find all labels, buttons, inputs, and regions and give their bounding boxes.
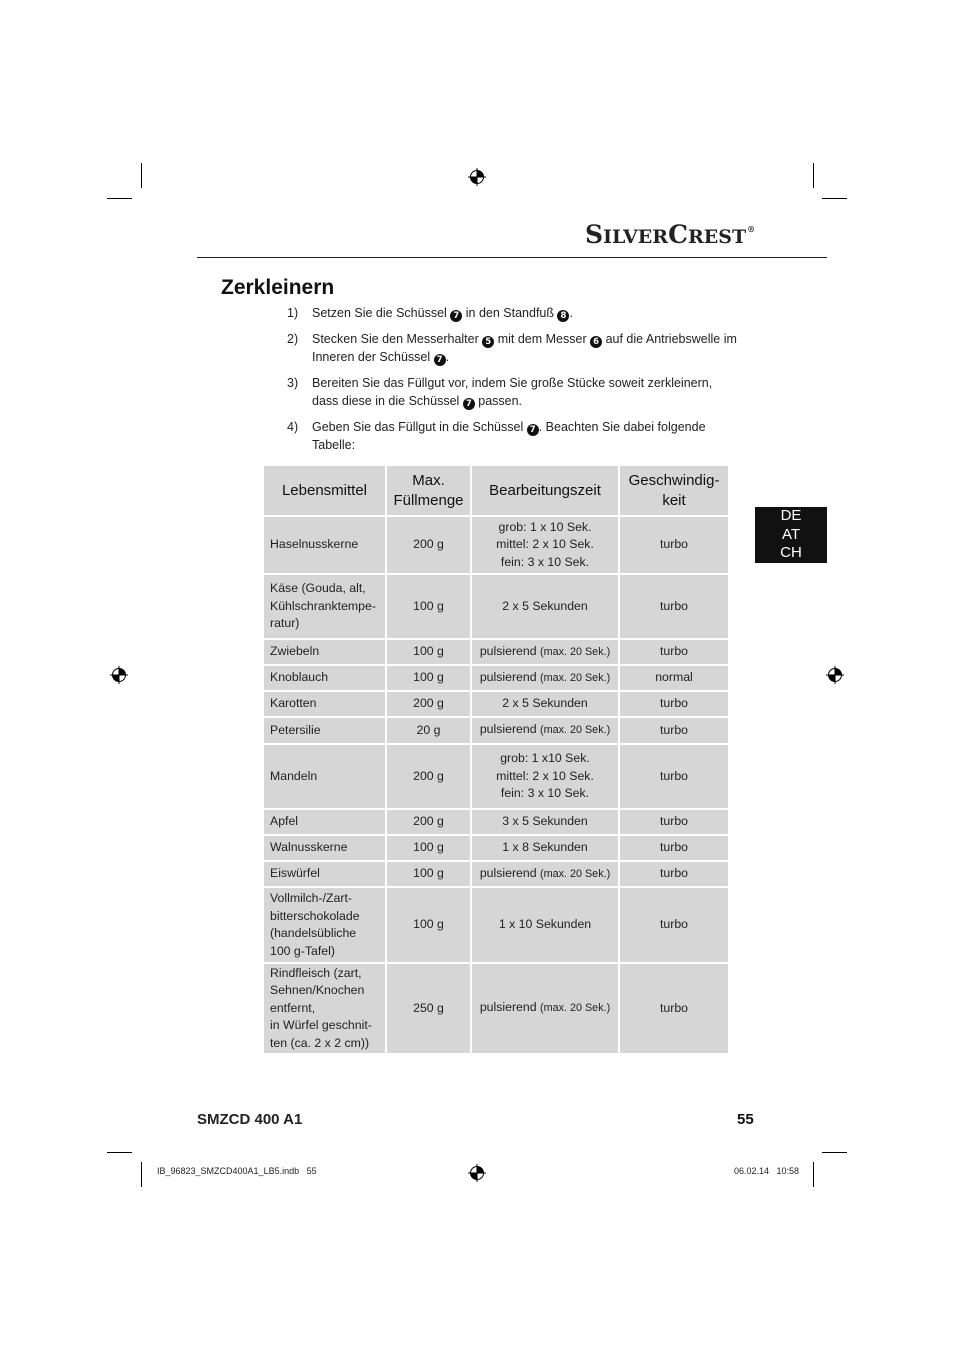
part-number-badge: 7 [434, 354, 446, 366]
time-cell: grob: 1 x 10 Sek. mittel: 2 x 10 Sek. fein: 3 x 10 Sek. [471, 516, 619, 574]
step-number: 1) [287, 306, 299, 320]
food-cell: Zwiebeln [263, 639, 386, 665]
table-row [263, 887, 729, 963]
table-row [263, 574, 729, 639]
speed-cell: turbo [619, 887, 729, 963]
crop-mark [141, 163, 142, 188]
print-slug-datetime: 06.02.14 10:58 [734, 1166, 800, 1176]
table-row [263, 691, 729, 717]
speed-cell: normal [619, 665, 729, 691]
table-row [263, 963, 729, 1054]
model-number: SMZCD 400 A1 [197, 1111, 303, 1128]
speed-cell: turbo [619, 809, 729, 835]
time-note: (max. 20 Sek.) [539, 724, 611, 737]
step-text: Setzen Sie die Schüssel [312, 306, 451, 320]
food-cell: Apfel [263, 809, 386, 835]
amount-cell: 100 g [386, 665, 471, 691]
amount-cell: 100 g [386, 835, 471, 861]
food-cell: Eiswürfel [263, 861, 386, 887]
time-cell: pulsierend (max. 20 Sek.) [471, 861, 619, 887]
speed-cell: turbo [619, 574, 729, 639]
time-cell: 3 x 5 Sekunden [471, 809, 619, 835]
time-cell: 2 x 5 Sekunden [471, 691, 619, 717]
speed-cell: turbo [619, 963, 729, 1054]
time-cell: 1 x 8 Sekunden [471, 835, 619, 861]
print-slug-file: IB_96823_SMZCD400A1_LB5.indb 55 [157, 1166, 317, 1176]
food-cell: Mandeln [263, 744, 386, 809]
part-number-badge: 6 [590, 336, 602, 348]
column-header: Lebensmittel [263, 465, 386, 516]
amount-cell: 100 g [386, 639, 471, 665]
speed-cell: turbo [619, 744, 729, 809]
step-text: Geben Sie das Füllgut in die Schüssel [312, 419, 527, 434]
step-text: auf die Antriebswelle im Inneren der Schüssel [312, 331, 737, 364]
step-number: 4) [287, 419, 299, 434]
column-header: Geschwindig- keit [619, 465, 729, 516]
food-cell: Rindfleisch (zart, Sehnen/Knochen entfernt, in Würfel geschnit- ten (ca. 2 x 2 cm)) [263, 963, 386, 1054]
step-text: passen. [474, 394, 523, 408]
crop-mark [813, 163, 814, 188]
language-code: CH [780, 544, 802, 561]
table-header-row [263, 465, 729, 516]
food-cell: Vollmilch-/Zart- bitterschokolade (handelsübliche 100 g-Tafel) [263, 887, 386, 963]
instruction-step [287, 330, 737, 367]
amount-cell: 200 g [386, 516, 471, 574]
page-number: 55 [737, 1111, 754, 1128]
step-text: . [445, 350, 450, 364]
page-title: Zerkleinern [221, 276, 335, 299]
table-row [263, 516, 729, 574]
brand-logo: SILVERCREST® [585, 220, 756, 249]
time-cell: pulsierend (max. 20 Sek.) [471, 639, 619, 665]
amount-cell: 200 g [386, 744, 471, 809]
table-row [263, 809, 729, 835]
column-header: Max. Füllmenge [386, 465, 471, 516]
amount-cell: 200 g [386, 809, 471, 835]
time-cell: pulsierend (max. 20 Sek.) [471, 717, 619, 744]
crop-mark [141, 1162, 142, 1187]
time-cell: 1 x 10 Sekunden [471, 887, 619, 963]
food-cell: Walnusskerne [263, 835, 386, 861]
header-rule [197, 257, 827, 258]
table-row [263, 717, 729, 744]
time-note: (max. 20 Sek.) [539, 671, 611, 684]
amount-cell: 250 g [386, 963, 471, 1054]
food-cell: Petersilie [263, 717, 386, 744]
registration-mark-icon [468, 1164, 486, 1182]
step-text: Stecken Sie den Messerhalter [312, 331, 483, 346]
instruction-step [287, 304, 737, 323]
time-note: (max. 20 Sek.) [539, 867, 611, 880]
language-code: DE [780, 507, 802, 524]
step-number: 2) [287, 331, 299, 346]
crop-mark [822, 1152, 847, 1153]
registration-mark-icon [468, 168, 486, 186]
food-cell: Haselnusskerne [263, 516, 386, 574]
time-cell: grob: 1 x10 Sek. mittel: 2 x 10 Sek. fein: 3 x 10 Sek. [471, 744, 619, 809]
table-row [263, 861, 729, 887]
table-row [263, 639, 729, 665]
table-row [263, 744, 729, 809]
food-cell: Knoblauch [263, 665, 386, 691]
time-cell: 2 x 5 Sekunden [471, 574, 619, 639]
crop-mark [107, 1152, 132, 1153]
food-cell: Käse (Gouda, alt, Kühlschranktempe- ratur) [263, 574, 386, 639]
step-text: . [569, 306, 573, 320]
speed-cell: turbo [619, 835, 729, 861]
amount-cell: 100 g [386, 887, 471, 963]
step-text: in den Standfuß [462, 306, 558, 320]
speed-cell: turbo [619, 717, 729, 744]
column-header: Bearbeitungszeit [471, 465, 619, 516]
speed-cell: turbo [619, 861, 729, 887]
instruction-list [287, 304, 737, 462]
language-code: AT [781, 525, 801, 543]
step-text: Bereiten Sie das Füllgut vor, indem Sie große Stücke soweit zerkleinern, dass diese in die Schüssel [312, 375, 713, 408]
registration-mark-icon [110, 666, 128, 684]
food-cell: Karotten [263, 691, 386, 717]
table-row [263, 835, 729, 861]
part-number-badge: 7 [450, 310, 462, 322]
crop-mark [813, 1162, 814, 1187]
speed-cell: turbo [619, 691, 729, 717]
time-cell: pulsierend (max. 20 Sek.) [471, 665, 619, 691]
crop-mark [822, 198, 847, 199]
part-number-badge: 8 [557, 310, 569, 322]
food-processing-table [262, 464, 730, 1055]
time-cell: pulsierend (max. 20 Sek.) [471, 963, 619, 1054]
registration-mark-icon [826, 666, 844, 684]
crop-mark [107, 198, 132, 199]
instruction-step [287, 418, 737, 455]
amount-cell: 100 g [386, 574, 471, 639]
amount-cell: 20 g [386, 717, 471, 744]
table-row [263, 665, 729, 691]
speed-cell: turbo [619, 516, 729, 574]
amount-cell: 100 g [386, 861, 471, 887]
step-text: . Beachten Sie dabei folgende Tabelle: [312, 419, 706, 452]
part-number-badge: 7 [527, 424, 539, 436]
instruction-step [287, 374, 737, 411]
part-number-badge: 5 [482, 336, 494, 348]
language-tab [755, 507, 827, 563]
part-number-badge: 7 [463, 398, 475, 410]
time-note: (max. 20 Sek.) [539, 1002, 611, 1015]
time-note: (max. 20 Sek.) [539, 645, 611, 658]
step-text: mit dem Messer [494, 331, 591, 346]
amount-cell: 200 g [386, 691, 471, 717]
step-number: 3) [287, 375, 299, 390]
speed-cell: turbo [619, 639, 729, 665]
